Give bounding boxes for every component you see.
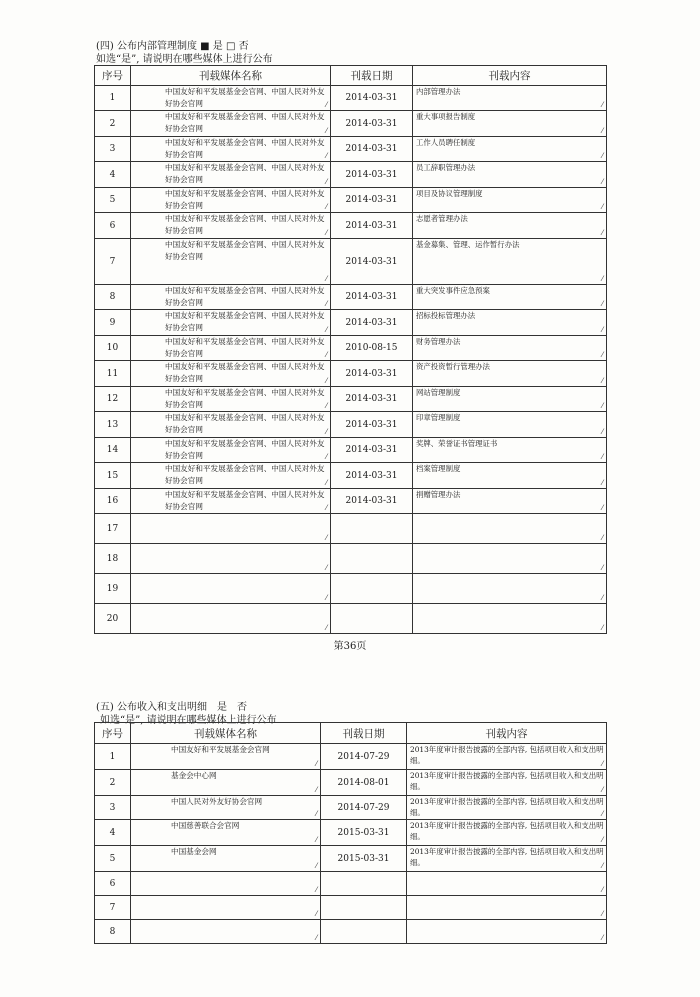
publish-content: 2013年度审计报告披露的全部内容, 包括项目收入和支出明细。 ⁄	[407, 744, 607, 770]
media-name	[131, 896, 321, 920]
row-number: 4	[95, 820, 131, 846]
publish-date: 2014-03-31	[331, 412, 413, 438]
table-row	[95, 463, 607, 489]
header-no: 序号	[95, 66, 131, 86]
resize-handle-mark: ⁄	[315, 934, 317, 942]
table-row	[95, 514, 607, 544]
media-name: 中国友好和平发展基金会官网、中国人民对外友好协会官网 ⁄	[131, 489, 331, 514]
publish-date: 2014-07-29	[321, 744, 407, 770]
resize-handle-mark: ⁄	[315, 910, 317, 918]
media-name: 中国友好和平发展基金会官网 ⁄	[131, 744, 321, 770]
media-name: 中国友好和平发展基金会官网、中国人民对外友好协会官网 ⁄	[131, 239, 331, 285]
publish-content: 财务管理办法 ⁄	[413, 336, 607, 361]
table-row	[95, 239, 607, 285]
resize-handle-mark: ⁄	[325, 402, 327, 410]
resize-handle-mark: ⁄	[601, 534, 603, 542]
resize-handle-mark: ⁄	[325, 453, 327, 461]
header-media: 刊载媒体名称	[131, 66, 331, 86]
row-number: 8	[95, 285, 131, 310]
resize-handle-mark: ⁄	[325, 564, 327, 572]
publish-date: 2014-03-31	[331, 361, 413, 387]
table-row	[95, 310, 607, 336]
section4-heading: (四) 公布内部管理制度 ■ 是 □ 否	[96, 41, 249, 52]
media-name: 中国友好和平发展基金会官网、中国人民对外友好协会官网 ⁄	[131, 111, 331, 137]
resize-handle-mark: ⁄	[315, 862, 317, 870]
media-name: 中国友好和平发展基金会官网、中国人民对外友好协会官网 ⁄	[131, 387, 331, 412]
media-name: 中国友好和平发展基金会官网、中国人民对外友好协会官网 ⁄	[131, 310, 331, 336]
table-row	[95, 111, 607, 137]
publish-date	[331, 514, 413, 544]
row-number: 2	[95, 111, 131, 137]
resize-handle-mark: ⁄	[601, 479, 603, 487]
resize-handle-mark: ⁄	[601, 300, 603, 308]
resize-handle-mark: ⁄	[315, 836, 317, 844]
media-name	[131, 920, 321, 944]
resize-handle-mark: ⁄	[325, 203, 327, 211]
resize-handle-mark: ⁄	[601, 910, 603, 918]
header-no: 序号	[95, 723, 131, 744]
table-row	[95, 489, 607, 514]
resize-handle-mark: ⁄	[601, 127, 603, 135]
publish-content: 重大突发事件应急预案 ⁄	[413, 285, 607, 310]
media-name: 中国人民对外友好协会官网 ⁄	[131, 796, 321, 820]
header-date: 刊载日期	[321, 723, 407, 744]
publish-content: 重大事项报告制度 ⁄	[413, 111, 607, 137]
resize-handle-mark: ⁄	[601, 934, 603, 942]
table-row	[95, 86, 607, 111]
row-number: 20	[95, 604, 131, 634]
resize-handle-mark: ⁄	[325, 229, 327, 237]
table-row	[95, 574, 607, 604]
resize-handle-mark: ⁄	[325, 428, 327, 436]
table-row	[95, 188, 607, 213]
publish-content	[413, 514, 607, 544]
resize-handle-mark: ⁄	[601, 275, 603, 283]
resize-handle-mark: ⁄	[325, 594, 327, 602]
resize-handle-mark: ⁄	[325, 504, 327, 512]
resize-handle-mark: ⁄	[315, 760, 317, 768]
resize-handle-mark: ⁄	[601, 428, 603, 436]
row-number: 7	[95, 896, 131, 920]
row-number: 5	[95, 846, 131, 872]
table-row	[95, 438, 607, 463]
media-name: 中国友好和平发展基金会官网、中国人民对外友好协会官网 ⁄	[131, 361, 331, 387]
section5-heading: (五) 公布收入和支出明细 是 否	[96, 702, 247, 713]
publish-content: 2013年度审计报告披露的全部内容, 包括项目收入和支出明细。 ⁄	[407, 846, 607, 872]
resize-handle-mark: ⁄	[601, 760, 603, 768]
row-number: 17	[95, 514, 131, 544]
publish-content: 内部管理办法 ⁄	[413, 86, 607, 111]
resize-handle-mark: ⁄	[601, 810, 603, 818]
publish-date: 2015-03-31	[321, 846, 407, 872]
resize-handle-mark: ⁄	[601, 101, 603, 109]
publish-content: 工作人员聘任制度 ⁄	[413, 137, 607, 162]
table-header-row	[95, 66, 607, 86]
table-row	[95, 544, 607, 574]
table-row	[95, 213, 607, 239]
media-name	[131, 604, 331, 634]
row-number: 14	[95, 438, 131, 463]
publish-content: 捐赠管理办法 ⁄	[413, 489, 607, 514]
table-row	[95, 846, 607, 872]
header-content: 刊载内容	[407, 723, 607, 744]
row-number: 6	[95, 213, 131, 239]
row-number: 1	[95, 86, 131, 111]
publish-date: 2014-03-31	[331, 489, 413, 514]
resize-handle-mark: ⁄	[601, 351, 603, 359]
publish-date: 2014-03-31	[331, 239, 413, 285]
media-name: 中国慈善联合会官网 ⁄	[131, 820, 321, 846]
resize-handle-mark: ⁄	[601, 886, 603, 894]
publish-date: 2010-08-15	[331, 336, 413, 361]
publish-date: 2014-03-31	[331, 387, 413, 412]
row-number: 2	[95, 770, 131, 796]
media-name: 中国友好和平发展基金会官网、中国人民对外友好协会官网 ⁄	[131, 463, 331, 489]
resize-handle-mark: ⁄	[315, 810, 317, 818]
media-name: 中国友好和平发展基金会官网、中国人民对外友好协会官网 ⁄	[131, 86, 331, 111]
row-number: 12	[95, 387, 131, 412]
table-row	[95, 920, 607, 944]
row-number: 13	[95, 412, 131, 438]
resize-handle-mark: ⁄	[325, 178, 327, 186]
publish-date: 2014-03-31	[331, 162, 413, 188]
publish-date: 2014-03-31	[331, 111, 413, 137]
publish-date: 2014-03-31	[331, 463, 413, 489]
resize-handle-mark: ⁄	[601, 836, 603, 844]
media-name: 中国友好和平发展基金会官网、中国人民对外友好协会官网 ⁄	[131, 285, 331, 310]
row-number: 9	[95, 310, 131, 336]
table-row	[95, 896, 607, 920]
header-content: 刊载内容	[413, 66, 607, 86]
table-header-row	[95, 723, 607, 744]
table-row	[95, 285, 607, 310]
media-name	[131, 514, 331, 544]
publish-date	[321, 920, 407, 944]
table-row	[95, 872, 607, 896]
media-name: 中国友好和平发展基金会官网、中国人民对外友好协会官网 ⁄	[131, 137, 331, 162]
publish-content	[407, 896, 607, 920]
table-row	[95, 796, 607, 820]
resize-handle-mark: ⁄	[325, 101, 327, 109]
media-name	[131, 544, 331, 574]
resize-handle-mark: ⁄	[601, 453, 603, 461]
publish-content: 2013年度审计报告披露的全部内容, 包括项目收入和支出明细。 ⁄	[407, 820, 607, 846]
publish-content: 资产投资暂行管理办法 ⁄	[413, 361, 607, 387]
resize-handle-mark: ⁄	[601, 594, 603, 602]
publish-content: 印章管理制度 ⁄	[413, 412, 607, 438]
publish-content: 招标投标管理办法 ⁄	[413, 310, 607, 336]
resize-handle-mark: ⁄	[601, 377, 603, 385]
table-row	[95, 336, 607, 361]
publish-content: 项目及协议管理制度 ⁄	[413, 188, 607, 213]
row-number: 11	[95, 361, 131, 387]
publish-content	[407, 872, 607, 896]
publish-date: 2014-03-31	[331, 310, 413, 336]
publish-date: 2014-03-31	[331, 86, 413, 111]
publish-content: 网站管理制度 ⁄	[413, 387, 607, 412]
row-number: 15	[95, 463, 131, 489]
resize-handle-mark: ⁄	[601, 203, 603, 211]
resize-handle-mark: ⁄	[601, 564, 603, 572]
table-row	[95, 412, 607, 438]
row-number: 8	[95, 920, 131, 944]
resize-handle-mark: ⁄	[601, 624, 603, 632]
resize-handle-mark: ⁄	[325, 300, 327, 308]
section4-table	[94, 65, 607, 634]
section5-table	[94, 722, 607, 944]
page-number: 第36页	[333, 641, 367, 652]
row-number: 5	[95, 188, 131, 213]
table-row	[95, 137, 607, 162]
publish-date: 2014-03-31	[331, 213, 413, 239]
publish-date: 2014-07-29	[321, 796, 407, 820]
publish-content	[413, 574, 607, 604]
section5-instruction: 如选“是”, 请说明在哪些媒体上进行公布	[100, 715, 277, 726]
resize-handle-mark: ⁄	[325, 479, 327, 487]
publish-date: 2014-03-31	[331, 285, 413, 310]
media-name: 中国友好和平发展基金会官网、中国人民对外友好协会官网 ⁄	[131, 438, 331, 463]
publish-content: 2013年度审计报告披露的全部内容, 包括项目收入和支出明细。 ⁄	[407, 796, 607, 820]
publish-content	[413, 604, 607, 634]
publish-content: 档案管理制度 ⁄	[413, 463, 607, 489]
resize-handle-mark: ⁄	[325, 326, 327, 334]
resize-handle-mark: ⁄	[601, 786, 603, 794]
table-row	[95, 361, 607, 387]
row-number: 18	[95, 544, 131, 574]
publish-content: 员工辞职管理办法 ⁄	[413, 162, 607, 188]
publish-date: 2014-03-31	[331, 438, 413, 463]
resize-handle-mark: ⁄	[325, 127, 327, 135]
media-name: 中国友好和平发展基金会官网、中国人民对外友好协会官网 ⁄	[131, 336, 331, 361]
table-row	[95, 744, 607, 770]
resize-handle-mark: ⁄	[601, 152, 603, 160]
media-name: 中国友好和平发展基金会官网、中国人民对外友好协会官网 ⁄	[131, 213, 331, 239]
resize-handle-mark: ⁄	[315, 886, 317, 894]
publish-date	[331, 574, 413, 604]
resize-handle-mark: ⁄	[325, 624, 327, 632]
resize-handle-mark: ⁄	[315, 786, 317, 794]
resize-handle-mark: ⁄	[325, 152, 327, 160]
publish-date	[331, 604, 413, 634]
media-name: 中国友好和平发展基金会官网、中国人民对外友好协会官网 ⁄	[131, 162, 331, 188]
resize-handle-mark: ⁄	[601, 229, 603, 237]
row-number: 19	[95, 574, 131, 604]
resize-handle-mark: ⁄	[325, 534, 327, 542]
publish-date: 2014-03-31	[331, 137, 413, 162]
resize-handle-mark: ⁄	[601, 402, 603, 410]
resize-handle-mark: ⁄	[325, 377, 327, 385]
row-number: 3	[95, 796, 131, 820]
media-name: 中国友好和平发展基金会官网、中国人民对外友好协会官网 ⁄	[131, 412, 331, 438]
media-name: 中国友好和平发展基金会官网、中国人民对外友好协会官网 ⁄	[131, 188, 331, 213]
table-row	[95, 770, 607, 796]
row-number: 3	[95, 137, 131, 162]
publish-content	[407, 920, 607, 944]
media-name: 基金会中心网 ⁄	[131, 770, 321, 796]
publish-date: 2014-03-31	[331, 188, 413, 213]
publish-date: 2015-03-31	[321, 820, 407, 846]
resize-handle-mark: ⁄	[325, 275, 327, 283]
resize-handle-mark: ⁄	[601, 504, 603, 512]
table-row	[95, 387, 607, 412]
table-row	[95, 162, 607, 188]
resize-handle-mark: ⁄	[601, 178, 603, 186]
table-row	[95, 820, 607, 846]
row-number: 7	[95, 239, 131, 285]
publish-date	[321, 896, 407, 920]
publish-date	[331, 544, 413, 574]
publish-content: 基金募集、管理、运作暂行办法 ⁄	[413, 239, 607, 285]
header-date: 刊载日期	[331, 66, 413, 86]
media-name	[131, 574, 331, 604]
publish-content	[413, 544, 607, 574]
row-number: 16	[95, 489, 131, 514]
publish-content: 奖牌、荣誉证书管理证书 ⁄	[413, 438, 607, 463]
resize-handle-mark: ⁄	[325, 351, 327, 359]
publish-date: 2014-08-01	[321, 770, 407, 796]
row-number: 4	[95, 162, 131, 188]
publish-content: 2013年度审计报告披露的全部内容, 包括项目收入和支出明细。 ⁄	[407, 770, 607, 796]
table-row	[95, 604, 607, 634]
row-number: 10	[95, 336, 131, 361]
media-name: 中国基金会网 ⁄	[131, 846, 321, 872]
resize-handle-mark: ⁄	[601, 326, 603, 334]
media-name	[131, 872, 321, 896]
resize-handle-mark: ⁄	[601, 862, 603, 870]
row-number: 6	[95, 872, 131, 896]
row-number: 1	[95, 744, 131, 770]
header-media: 刊载媒体名称	[131, 723, 321, 744]
section4-instruction: 如选“是”, 请说明在哪些媒体上进行公布	[96, 54, 273, 65]
publish-date	[321, 872, 407, 896]
publish-content: 志愿者管理办法 ⁄	[413, 213, 607, 239]
